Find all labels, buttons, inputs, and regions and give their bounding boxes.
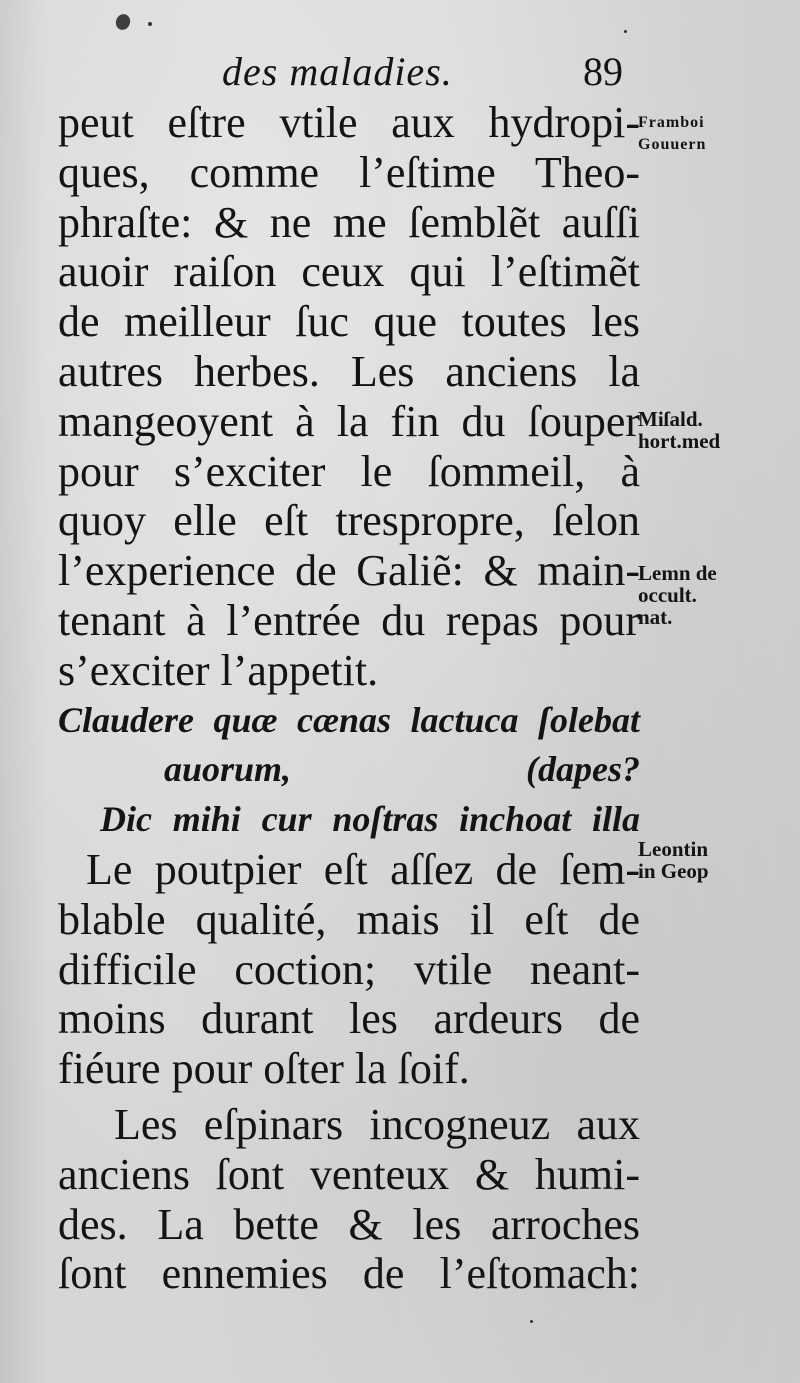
text-line: mangeoyent à la fin du ſouper (58, 396, 640, 446)
verse-line-3: Dic mihi cur noſtras inchoat illa (100, 799, 640, 840)
margin-note-line: occult. (638, 583, 697, 607)
ink-blot (114, 12, 133, 32)
margin-note-line: Framboi (638, 114, 705, 131)
page-number: 89 (583, 49, 623, 94)
text-line: tenant à l’entrée du repas pour (58, 595, 640, 645)
text-line: phraſte: & ne me ſemblẽt auſſi (58, 197, 640, 247)
speck (624, 30, 627, 33)
text-line: anciens ſont venteux & humi- (58, 1149, 640, 1199)
text-line: auoir raiſon ceux qui l’eſtimẽt (58, 247, 640, 297)
text-line: moins durant les ardeurs de (58, 994, 640, 1044)
text-line: des. La bette & les arroches (58, 1199, 640, 1249)
margin-note-3 (638, 562, 788, 628)
text-line: l’experience de Galiẽ: & main- (58, 546, 640, 596)
margin-note-line: in Geop (638, 859, 709, 883)
text-line: Les eſpinars incogneuz aux (114, 1099, 640, 1149)
text-line: ques, comme l’eſtime Theo- (58, 147, 640, 197)
text-line: ſont ennemies de l’eſtomach: (58, 1249, 640, 1299)
running-title: des maladies. (222, 49, 453, 94)
margin-note-line: nat. (638, 605, 673, 629)
text-line: quoy elle eſt tresproprе, ſelon (58, 496, 640, 546)
text-line: Le poutpier eſt aſſez de ſem- (86, 844, 640, 894)
verse-line-2-right: (dapes? (526, 749, 640, 790)
text-line: autres herbes. Les anciens la (58, 346, 640, 396)
verse-line-2-left: auorum, (164, 749, 292, 790)
margin-note-1 (638, 112, 788, 156)
margin-note-line: hort.med (638, 429, 721, 453)
text-line: difficile coction; vtile neant- (58, 944, 640, 994)
margin-note-4 (638, 838, 788, 882)
verse-line-1: Claudere quæ cænas lactuca ſolebat (58, 699, 640, 740)
text-line: de meilleur ſuc que toutes les (58, 297, 640, 347)
margin-note-line: Lemn de (638, 561, 717, 585)
body-text (58, 98, 640, 1299)
margin-note-2 (638, 408, 788, 452)
verse-line-2 (58, 745, 640, 795)
text-line: fiéure pour oſter la ſoif. (58, 1044, 470, 1094)
margin-note-line: Leontin (638, 837, 709, 861)
text-line: s’exciter l’appetit. (58, 645, 379, 695)
text-line: peut eſtre vtile aux hydropi- (58, 98, 640, 147)
margin-note-line: Miſald. (638, 407, 703, 431)
text-line: blable qualité, mais il eſt de (58, 894, 640, 944)
text-line: pour s’exciter le ſommeil, à (58, 446, 640, 496)
speck (148, 22, 152, 26)
speck (530, 1320, 533, 1323)
margin-note-line: Gouuern (638, 136, 707, 153)
